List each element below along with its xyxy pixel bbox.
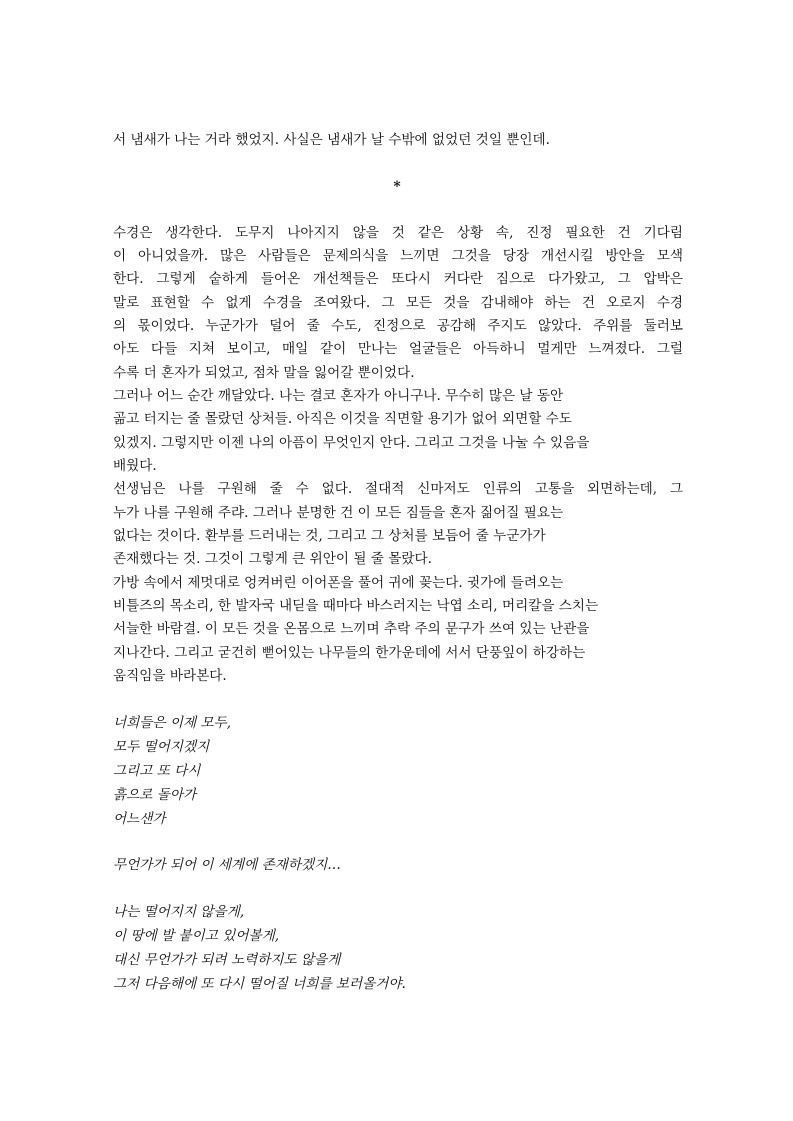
poem-line: 그리고 또 다시 xyxy=(113,763,201,779)
paragraph-line: 배웠다. xyxy=(113,458,157,474)
paragraph-line: 선생님은 나를 구원해 줄 수 없다. 절대적 신마저도 인류의 고통을 외면하는데, 그 xyxy=(113,481,683,497)
paragraph-line: 지나간다. 그리고 굳건히 뻗어있는 나무들의 한가운데에 서서 단풍잎이 하강하는 xyxy=(113,645,586,661)
paragraph-line: 곪고 터지는 줄 몰랐던 상처들. 아직은 이것을 직면할 용기가 없어 외면할 수도 xyxy=(113,411,572,427)
paragraph-line: 아도 다들 지쳐 보이고, 매일 같이 만나는 얼굴들은 아득하니 멀게만 느껴졌다. 그럴 xyxy=(113,341,683,357)
paragraph-line: 수경은 생각한다. 도무지 나아지지 않을 것 같은 상황 속, 진정 필요한 건 기다림 xyxy=(113,225,683,241)
poem-line: 이 땅에 발 붙이고 있어볼게, xyxy=(113,928,280,944)
paragraph-line: 누가 나를 구원해 주랴. 그러나 분명한 건 이 모든 짐들을 혼자 짊어질 필요는 xyxy=(113,505,564,521)
intro-line: 서 냄새가 나는 거라 했었지. 사실은 냄새가 날 수밖에 없었던 것일 뿐인데. xyxy=(113,132,550,148)
paragraph-line: 수록 더 혼자가 되었고, 점차 말을 잃어갈 뿐이었다. xyxy=(113,365,415,381)
paragraph-line: 그러나 어느 순간 깨달았다. 나는 결코 혼자가 아니구나. 무수히 많은 날 동안 xyxy=(113,388,564,404)
poem-line: 대신 무언가가 되려 노력하지도 않을게 xyxy=(113,952,341,968)
paragraph-line: 의 몫이었다. 누군가가 덜어 줄 수도, 진정으로 공감해 주지도 않았다. 주위를 둘러보 xyxy=(113,318,683,334)
poem-line: 흙으로 돌아가 xyxy=(113,787,197,803)
poem-line: 어느샌가 xyxy=(113,811,166,827)
poem-line: 무언가가 되어 이 세계에 존재하겠지… xyxy=(113,857,341,873)
paragraph-line: 말로 표현할 수 없게 수경을 조여왔다. 그 모든 것을 감내해야 하는 건 오로지 수경 xyxy=(113,295,683,311)
paragraph-line: 가방 속에서 제멋대로 엉켜버린 이어폰을 풀어 귀에 꽂는다. 귓가에 들려오는 xyxy=(113,575,564,591)
section-separator: * xyxy=(393,179,401,195)
paragraph-line: 있겠지. 그렇지만 이젠 나의 아픔이 무엇인지 안다. 그리고 그것을 나눌 수 있음을 xyxy=(113,435,590,451)
paragraph-line: 이 아니었을까. 많은 사람들은 문제의식을 느끼면 그것을 당장 개선시킬 방안을 모색 xyxy=(113,248,683,264)
poem-line: 너희들은 이제 모두, xyxy=(113,715,232,731)
poem-line: 그저 다음해에 또 다시 떨어질 너희를 보러올거야. xyxy=(113,976,406,992)
paragraph-line: 없다는 것이다. 환부를 드러내는 것, 그리고 그 상처를 보듬어 줄 누군가가 xyxy=(113,528,546,544)
paragraph-line: 존재했다는 것. 그것이 그렇게 큰 위안이 될 줄 몰랐다. xyxy=(113,551,432,567)
paragraph-line: 한다. 그렇게 숱하게 들어온 개선책들은 또다시 커다란 짐으로 다가왔고, 그 압박은 xyxy=(113,271,683,287)
poem-line: 모두 떨어지겠지 xyxy=(113,739,210,755)
paragraph-line: 움직임을 바라본다. xyxy=(113,668,227,684)
paragraph-line: 비틀즈의 목소리, 한 발자국 내딛을 때마다 바스러지는 낙엽 소리, 머리칼을 스치는 xyxy=(113,598,599,614)
paragraph-line: 서늘한 바람결. 이 모든 것을 온몸으로 느끼며 추락 주의 문구가 쓰여 있는 난관을 xyxy=(113,621,590,637)
poem-line: 나는 떨어지지 않을게, xyxy=(113,904,245,920)
